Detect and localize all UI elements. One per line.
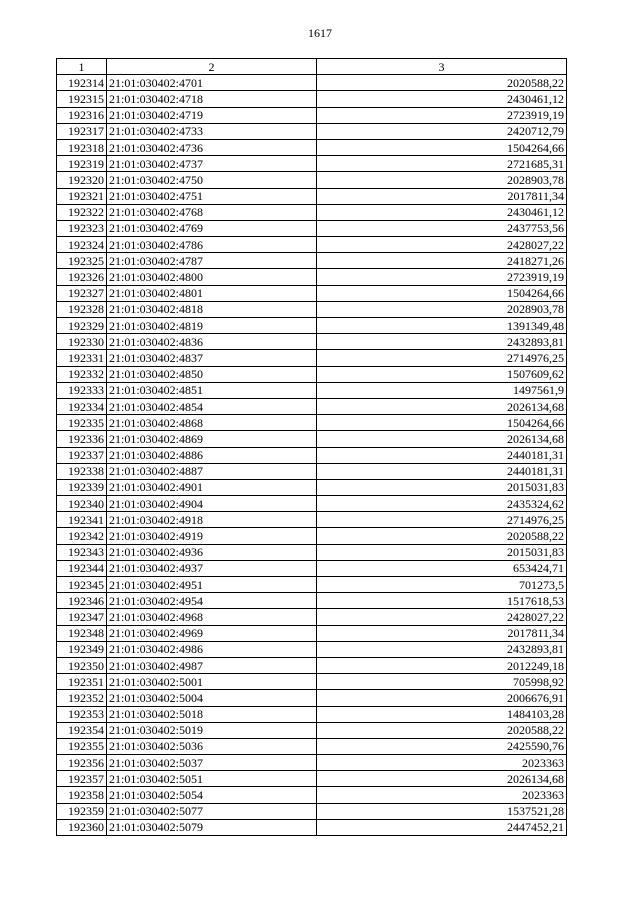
page-number: 1617 — [308, 26, 332, 40]
row-number-cell: 192357 — [57, 771, 107, 787]
table-header-row — [57, 59, 567, 75]
cadastral-number-cell: 21:01:030402:5051 — [107, 771, 317, 787]
cadastral-number-cell: 21:01:030402:4787 — [107, 253, 317, 269]
value-cell: 2026134,68 — [317, 398, 567, 414]
row-number-cell: 192339 — [57, 479, 107, 495]
row-number-cell: 192340 — [57, 496, 107, 512]
cadastral-number-cell: 21:01:030402:4954 — [107, 593, 317, 609]
row-number-cell: 192356 — [57, 755, 107, 771]
row-number-cell: 192329 — [57, 318, 107, 334]
table-row — [57, 431, 567, 447]
table-row — [57, 787, 567, 803]
cadastral-number-cell: 21:01:030402:4701 — [107, 75, 317, 91]
row-number-cell: 192333 — [57, 382, 107, 398]
value-cell: 2020588,22 — [317, 528, 567, 544]
column-header-1: 1 — [57, 59, 107, 75]
value-cell: 705998,92 — [317, 674, 567, 690]
value-cell: 701273,5 — [317, 577, 567, 593]
row-number-cell: 192327 — [57, 285, 107, 301]
value-cell: 2020588,22 — [317, 722, 567, 738]
table-row — [57, 738, 567, 754]
table-row — [57, 819, 567, 835]
table-row — [57, 398, 567, 414]
value-cell: 2015031,83 — [317, 479, 567, 495]
table-row — [57, 560, 567, 576]
row-number-cell: 192349 — [57, 641, 107, 657]
table-row — [57, 220, 567, 236]
value-cell: 2437753,56 — [317, 220, 567, 236]
table-row — [57, 415, 567, 431]
cadastral-number-cell: 21:01:030402:4987 — [107, 657, 317, 673]
cadastral-number-cell: 21:01:030402:5036 — [107, 738, 317, 754]
table-row — [57, 75, 567, 91]
cadastral-number-cell: 21:01:030402:5079 — [107, 819, 317, 835]
column-header-3: 3 — [317, 59, 567, 75]
row-number-cell: 192318 — [57, 139, 107, 155]
row-number-cell: 192353 — [57, 706, 107, 722]
cadastral-value-table — [56, 58, 567, 836]
cadastral-number-cell: 21:01:030402:4733 — [107, 123, 317, 139]
row-number-cell: 192316 — [57, 107, 107, 123]
value-cell: 2440181,31 — [317, 463, 567, 479]
row-number-cell: 192341 — [57, 512, 107, 528]
value-cell: 1504264,66 — [317, 285, 567, 301]
table-row — [57, 803, 567, 819]
table-row — [57, 107, 567, 123]
table-row — [57, 382, 567, 398]
row-number-cell: 192335 — [57, 415, 107, 431]
value-cell: 2015031,83 — [317, 544, 567, 560]
table-row — [57, 204, 567, 220]
table-row — [57, 366, 567, 382]
row-number-cell: 192347 — [57, 609, 107, 625]
value-cell: 653424,71 — [317, 560, 567, 576]
row-number-cell: 192360 — [57, 819, 107, 835]
table-row — [57, 609, 567, 625]
table-row — [57, 755, 567, 771]
row-number-cell: 192345 — [57, 577, 107, 593]
cadastral-number-cell: 21:01:030402:4869 — [107, 431, 317, 447]
value-cell: 1517618,53 — [317, 593, 567, 609]
value-cell: 2432893,81 — [317, 334, 567, 350]
cadastral-number-cell: 21:01:030402:5054 — [107, 787, 317, 803]
cadastral-number-cell: 21:01:030402:4904 — [107, 496, 317, 512]
value-cell: 2430461,12 — [317, 91, 567, 107]
value-cell: 1537521,28 — [317, 803, 567, 819]
value-cell: 1504264,66 — [317, 415, 567, 431]
row-number-cell: 192343 — [57, 544, 107, 560]
table-row — [57, 139, 567, 155]
table-row — [57, 350, 567, 366]
value-cell: 1507609,62 — [317, 366, 567, 382]
table-row — [57, 188, 567, 204]
row-number-cell: 192314 — [57, 75, 107, 91]
cadastral-number-cell: 21:01:030402:5037 — [107, 755, 317, 771]
value-cell: 2418271,26 — [317, 253, 567, 269]
table-row — [57, 528, 567, 544]
value-cell: 1497561,9 — [317, 382, 567, 398]
row-number-cell: 192330 — [57, 334, 107, 350]
value-cell: 1484103,28 — [317, 706, 567, 722]
table-row — [57, 253, 567, 269]
row-number-cell: 192352 — [57, 690, 107, 706]
value-cell: 2428027,22 — [317, 237, 567, 253]
table-row — [57, 334, 567, 350]
row-number-cell: 192325 — [57, 253, 107, 269]
value-cell: 1504264,66 — [317, 139, 567, 155]
value-cell: 2006676,91 — [317, 690, 567, 706]
value-cell: 2023363 — [317, 787, 567, 803]
value-cell: 2420712,79 — [317, 123, 567, 139]
cadastral-number-cell: 21:01:030402:4901 — [107, 479, 317, 495]
cadastral-number-cell: 21:01:030402:4968 — [107, 609, 317, 625]
cadastral-number-cell: 21:01:030402:4887 — [107, 463, 317, 479]
cadastral-number-cell: 21:01:030402:4936 — [107, 544, 317, 560]
cadastral-number-cell: 21:01:030402:4986 — [107, 641, 317, 657]
row-number-cell: 192346 — [57, 593, 107, 609]
value-cell: 2028903,78 — [317, 301, 567, 317]
row-number-cell: 192321 — [57, 188, 107, 204]
row-number-cell: 192354 — [57, 722, 107, 738]
cadastral-number-cell: 21:01:030402:4800 — [107, 269, 317, 285]
cadastral-number-cell: 21:01:030402:4918 — [107, 512, 317, 528]
row-number-cell: 192359 — [57, 803, 107, 819]
value-cell: 2432893,81 — [317, 641, 567, 657]
table-row — [57, 706, 567, 722]
value-cell: 2714976,25 — [317, 512, 567, 528]
table-row — [57, 641, 567, 657]
row-number-cell: 192324 — [57, 237, 107, 253]
cadastral-number-cell: 21:01:030402:4837 — [107, 350, 317, 366]
cadastral-number-cell: 21:01:030402:4737 — [107, 156, 317, 172]
cadastral-number-cell: 21:01:030402:5004 — [107, 690, 317, 706]
table-row — [57, 771, 567, 787]
cadastral-number-cell: 21:01:030402:4836 — [107, 334, 317, 350]
cadastral-number-cell: 21:01:030402:4854 — [107, 398, 317, 414]
table-row — [57, 496, 567, 512]
cadastral-number-cell: 21:01:030402:4719 — [107, 107, 317, 123]
cadastral-number-cell: 21:01:030402:4801 — [107, 285, 317, 301]
value-cell: 2425590,76 — [317, 738, 567, 754]
table-row — [57, 463, 567, 479]
row-number-cell: 192336 — [57, 431, 107, 447]
value-cell: 2435324,62 — [317, 496, 567, 512]
cadastral-number-cell: 21:01:030402:4769 — [107, 220, 317, 236]
row-number-cell: 192348 — [57, 625, 107, 641]
cadastral-number-cell: 21:01:030402:4850 — [107, 366, 317, 382]
cadastral-number-cell: 21:01:030402:4768 — [107, 204, 317, 220]
value-cell: 2026134,68 — [317, 431, 567, 447]
cadastral-number-cell: 21:01:030402:4937 — [107, 560, 317, 576]
cadastral-number-cell: 21:01:030402:4951 — [107, 577, 317, 593]
table-row — [57, 301, 567, 317]
value-cell: 2028903,78 — [317, 172, 567, 188]
value-cell: 1391349,48 — [317, 318, 567, 334]
table-row — [57, 269, 567, 285]
cadastral-number-cell: 21:01:030402:4786 — [107, 237, 317, 253]
row-number-cell: 192350 — [57, 657, 107, 673]
table-row — [57, 479, 567, 495]
cadastral-number-cell: 21:01:030402:4969 — [107, 625, 317, 641]
row-number-cell: 192317 — [57, 123, 107, 139]
table-row — [57, 593, 567, 609]
cadastral-number-cell: 21:01:030402:5018 — [107, 706, 317, 722]
cadastral-number-cell: 21:01:030402:4919 — [107, 528, 317, 544]
row-number-cell: 192315 — [57, 91, 107, 107]
table-row — [57, 657, 567, 673]
value-cell: 2017811,34 — [317, 188, 567, 204]
value-cell: 2026134,68 — [317, 771, 567, 787]
table-row — [57, 91, 567, 107]
table-row — [57, 447, 567, 463]
table-row — [57, 237, 567, 253]
row-number-cell: 192320 — [57, 172, 107, 188]
table-row — [57, 577, 567, 593]
value-cell: 2723919,19 — [317, 269, 567, 285]
table-row — [57, 690, 567, 706]
table-row — [57, 674, 567, 690]
cadastral-number-cell: 21:01:030402:4851 — [107, 382, 317, 398]
value-cell: 2023363 — [317, 755, 567, 771]
table-row — [57, 156, 567, 172]
value-cell: 2721685,31 — [317, 156, 567, 172]
row-number-cell: 192332 — [57, 366, 107, 382]
cadastral-number-cell: 21:01:030402:5019 — [107, 722, 317, 738]
value-cell: 2447452,21 — [317, 819, 567, 835]
table-row — [57, 722, 567, 738]
value-cell: 2428027,22 — [317, 609, 567, 625]
row-number-cell: 192323 — [57, 220, 107, 236]
row-number-cell: 192338 — [57, 463, 107, 479]
cadastral-number-cell: 21:01:030402:4718 — [107, 91, 317, 107]
value-cell: 2430461,12 — [317, 204, 567, 220]
cadastral-number-cell: 21:01:030402:4886 — [107, 447, 317, 463]
row-number-cell: 192326 — [57, 269, 107, 285]
row-number-cell: 192358 — [57, 787, 107, 803]
table-row — [57, 318, 567, 334]
cadastral-number-cell: 21:01:030402:4736 — [107, 139, 317, 155]
value-cell: 2440181,31 — [317, 447, 567, 463]
table-row — [57, 123, 567, 139]
value-cell: 2020588,22 — [317, 75, 567, 91]
row-number-cell: 192337 — [57, 447, 107, 463]
table-row — [57, 285, 567, 301]
row-number-cell: 192334 — [57, 398, 107, 414]
row-number-cell: 192344 — [57, 560, 107, 576]
row-number-cell: 192319 — [57, 156, 107, 172]
cadastral-number-cell: 21:01:030402:4818 — [107, 301, 317, 317]
cadastral-number-cell: 21:01:030402:5001 — [107, 674, 317, 690]
value-cell: 2723919,19 — [317, 107, 567, 123]
table-row — [57, 512, 567, 528]
row-number-cell: 192328 — [57, 301, 107, 317]
row-number-cell: 192351 — [57, 674, 107, 690]
table-row — [57, 172, 567, 188]
table-body — [57, 75, 567, 836]
cadastral-number-cell: 21:01:030402:4819 — [107, 318, 317, 334]
cadastral-number-cell: 21:01:030402:4868 — [107, 415, 317, 431]
value-cell: 2714976,25 — [317, 350, 567, 366]
cadastral-number-cell: 21:01:030402:4750 — [107, 172, 317, 188]
value-cell: 2017811,34 — [317, 625, 567, 641]
column-header-2: 2 — [107, 59, 317, 75]
row-number-cell: 192342 — [57, 528, 107, 544]
row-number-cell: 192331 — [57, 350, 107, 366]
table-row — [57, 544, 567, 560]
table-row — [57, 625, 567, 641]
row-number-cell: 192355 — [57, 738, 107, 754]
cadastral-number-cell: 21:01:030402:4751 — [107, 188, 317, 204]
row-number-cell: 192322 — [57, 204, 107, 220]
cadastral-number-cell: 21:01:030402:5077 — [107, 803, 317, 819]
value-cell: 2012249,18 — [317, 657, 567, 673]
